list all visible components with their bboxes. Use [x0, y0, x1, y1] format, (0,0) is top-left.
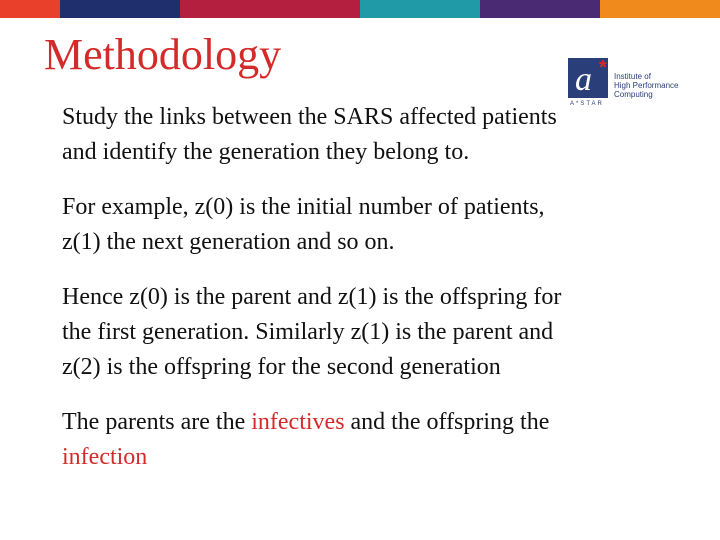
logo-sub-label: A*STAR	[570, 101, 604, 106]
paragraph-2	[62, 190, 662, 260]
highlight-infectives: infectives	[251, 409, 345, 435]
logo-line-1: Institute of	[614, 72, 651, 81]
stripe-5	[480, 0, 600, 18]
stripe-2	[60, 0, 180, 18]
top-color-stripes	[0, 0, 720, 18]
slide-body	[62, 100, 662, 495]
paragraph-1	[62, 100, 662, 170]
paragraph-1-line-2: and identify the generation they belong to.	[62, 139, 470, 165]
paragraph-3-line-3: z(2) is the offspring for the second generation	[62, 354, 501, 380]
highlight-infection: infection	[62, 444, 148, 470]
logo-line-2: High Performance	[614, 81, 679, 90]
paragraph-4-text-2: and the offspring the	[344, 409, 550, 435]
stripe-1	[0, 0, 60, 18]
logo-star: *	[599, 57, 607, 79]
paragraph-3	[62, 280, 662, 385]
paragraph-2-line-2: z(1) the next generation and so on.	[62, 229, 395, 255]
slide-title: Methodology	[44, 30, 282, 79]
paragraph-4	[62, 405, 662, 475]
paragraph-4-text-1: The parents are the	[62, 409, 252, 435]
stripe-4	[360, 0, 480, 18]
logo-institute-name	[614, 72, 678, 99]
paragraph-3-line-1: Hence z(0) is the parent and z(1) is the offspring for	[62, 284, 562, 310]
stripe-3	[180, 0, 360, 18]
paragraph-2-line-1: For example, z(0) is the initial number of patients,	[62, 194, 545, 220]
paragraph-3-line-2: the first generation. Similarly z(1) is the parent and	[62, 319, 554, 345]
stripe-6	[600, 0, 720, 18]
logo-line-3: Computing	[614, 90, 653, 99]
paragraph-1-line-1: Study the links between the SARS affected patients	[62, 104, 557, 130]
logo-mark-letter: a	[575, 61, 592, 98]
